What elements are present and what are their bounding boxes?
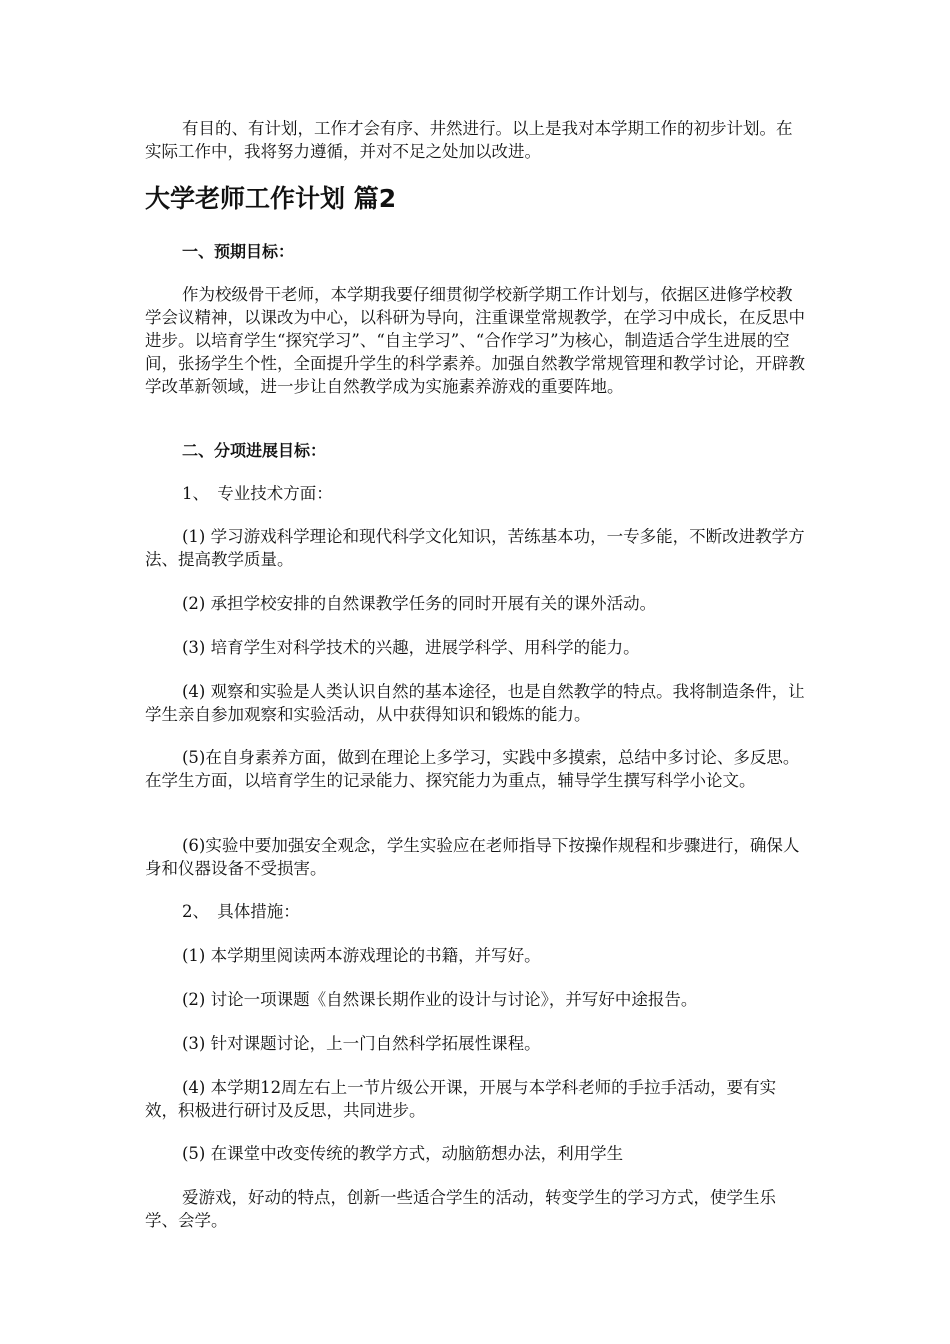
intro-paragraph: 有目的、有计划，工作才会有序、井然进行。以上是我对本学期工作的初步计划。在实际工作中，我将努力遵循，并对不足之处加以改进。 [145,119,793,161]
part1-item-1: (1) 学习游戏科学理论和现代科学文化知识，苦练基本功，一专多能，不断改进教学方法、提高教学质量。 [145,527,805,569]
section2-heading: 二、分项进展目标： [182,441,327,460]
part2-item-5: (5) 在课堂中改变传统的教学方式，动脑筋想办法，利用学生 [182,1144,624,1163]
part1-item-2: (2) 承担学校安排的自然课教学任务的同时开展有关的课外活动。 [182,594,657,613]
part2-item-2: (2) 讨论一项课题《自然课长期作业的设计与讨论》，并写好中途报告。 [182,990,698,1009]
section-title: 大学老师工作计划 篇2 [145,184,397,213]
section1-heading: 一、预期目标： [182,242,295,261]
part2-item-1: (1) 本学期里阅读两本游戏理论的书籍，并写好。 [182,946,541,965]
closing-paragraph: 爱游戏，好动的特点，创新一些适合学生的活动，转变学生的学习方式，使学生乐学、会学。 [145,1188,776,1230]
part1-item-4: (4) 观察和实验是人类认识自然的基本途径，也是自然教学的特点。我将制造条件，让学生亲自参加观察和实验活动，从中获得知识和锻炼的能力。 [145,682,805,724]
part1-item-3: (3) 培育学生对科学技术的兴趣，进展学科学、用科学的能力。 [182,638,640,657]
part2-item-3: (3) 针对课题讨论，上一门自然科学拓展性课程。 [182,1034,541,1053]
part1-item-6: (6)实验中要加强安全观念，学生实验应在老师指导下按操作规程和步骤进行，确保人身和仪器设备不受损害。 [145,836,800,878]
part2-title: 2、 具体措施： [182,902,300,921]
part1-title: 1、 专业技术方面： [182,484,333,503]
section1-body: 作为校级骨干老师，本学期我要仔细贯彻学校新学期工作计划与，依据区进修学校教学会议精神，以课改为中心，以科研为导向，注重课堂常规教学，在学习中成长，在反思中进步。以培育学生“探究学习”、“自主学习”、“合作学习”为核心，制造适合学生进展的空间，张扬学生个性，全面提升学生的科学素养。加强自然教学常规管理和教学讨论，开辟教学改革新领域，进一步让自然教学成为实施素养游戏的重要阵地。 [145,285,805,396]
part2-item-4: (4) 本学期12周左右上一节片级公开课，开展与本学科老师的手拉手活动，要有实效，积极进行研讨及反思，共同进步。 [145,1078,777,1120]
part1-item-5: (5)在自身素养方面，做到在理论上多学习，实践中多摸索，总结中多讨论、多反思。在学生方面，以培育学生的记录能力、探究能力为重点，辅导学生撰写科学小论文。 [145,748,800,790]
